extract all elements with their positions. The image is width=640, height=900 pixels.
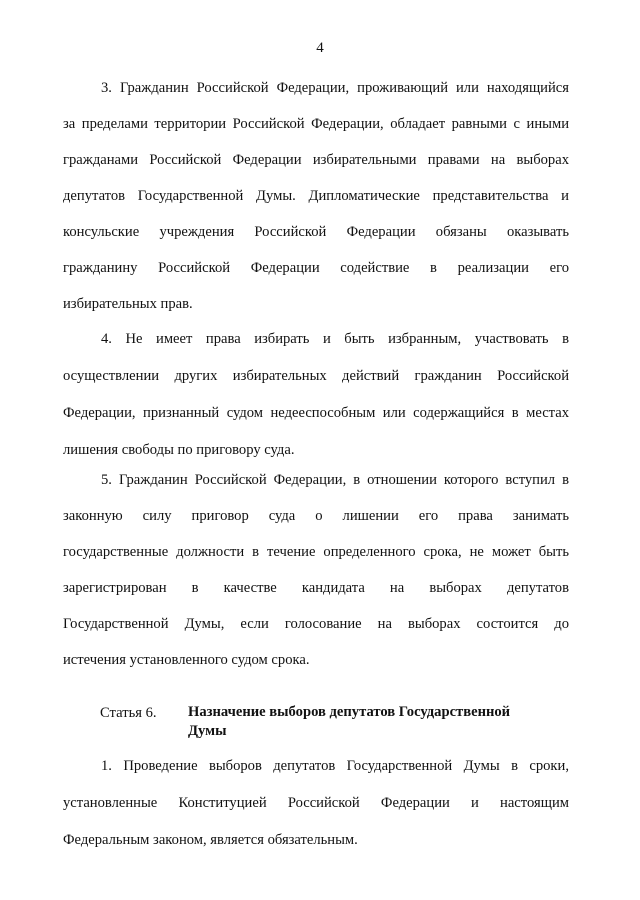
paragraph-line: 4. Не имеет права избирать и быть избранным, участвовать в bbox=[101, 331, 569, 347]
paragraph-3 bbox=[63, 78, 569, 314]
article-title: Назначение выборов депутатов Государственной Думы bbox=[188, 704, 511, 739]
article-paragraph-1 bbox=[63, 756, 569, 850]
paragraph-line: государственные должности в течение определенного срока, не может быть bbox=[63, 544, 569, 560]
paragraph-line: депутатов Государственной Думы. Дипломатические представительства и bbox=[63, 188, 569, 204]
paragraph-line: зарегистрирован в качестве кандидата на выборах депутатов bbox=[63, 580, 569, 596]
paragraph-line: Федеральным законом, является обязательным. bbox=[63, 832, 358, 848]
paragraph-line: гражданами Российской Федерации избирательными правами на выборах bbox=[63, 152, 569, 168]
paragraph-line: 1. Проведение выборов депутатов Государственной Думы в сроки, bbox=[101, 758, 569, 774]
page-number: 4 bbox=[316, 40, 324, 56]
paragraph-line: лишения свободы по приговору суда. bbox=[63, 442, 295, 458]
article-number: Статья 6. bbox=[100, 705, 157, 721]
paragraph-line: Федерации, признанный судом недееспособным или содержащийся в местах bbox=[63, 405, 569, 421]
paragraph-5 bbox=[63, 470, 569, 670]
paragraph-line: осуществлении других избирательных действий гражданин Российской bbox=[63, 368, 569, 384]
paragraph-line: за пределами территории Российской Федерации, обладает равными с иными bbox=[63, 116, 569, 132]
paragraph-line: законную силу приговор суда о лишении его права занимать bbox=[63, 508, 569, 524]
paragraph-4 bbox=[63, 329, 569, 460]
paragraph-line: избирательных прав. bbox=[63, 296, 193, 312]
paragraph-line: истечения установленного судом срока. bbox=[63, 652, 310, 668]
paragraph-line: Государственной Думы, если голосование на выборах состоится до bbox=[63, 616, 569, 632]
paragraph-line: гражданину Российской Федерации содействие в реализации его bbox=[63, 260, 569, 276]
paragraph-line: 3. Гражданин Российской Федерации, проживающий или находящийся bbox=[101, 80, 569, 96]
paragraph-line: 5. Гражданин Российской Федерации, в отношении которого вступил в bbox=[101, 472, 569, 488]
paragraph-line: установленные Конституцией Российской Федерации и настоящим bbox=[63, 795, 569, 811]
paragraph-line: консульские учреждения Российской Федерации обязаны оказывать bbox=[63, 224, 569, 240]
